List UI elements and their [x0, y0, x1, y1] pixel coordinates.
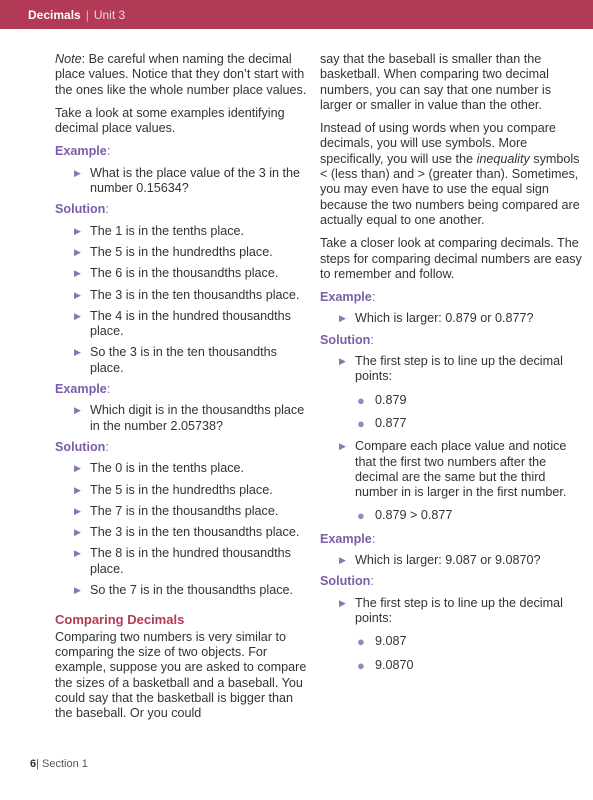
list-item [55, 245, 310, 260]
solution-step: Compare each place value and notice that the first two numbers after the decimal are the same but the third number in is larger in the first number. [355, 439, 567, 500]
list-item [355, 658, 582, 673]
left-column [55, 52, 310, 729]
example-label-text: Example [55, 382, 107, 397]
list-item [320, 354, 582, 431]
solution-4-list [320, 596, 582, 673]
example-label [55, 144, 310, 159]
note-text: : Be careful when naming the decimal place values. Notice that they don’t start with the ones like the whole number place values. [55, 52, 307, 97]
colon: : [106, 382, 111, 397]
list-item [355, 508, 582, 523]
triangle-bullet-icon: ▶ [339, 555, 346, 566]
header-title: Decimals [28, 7, 81, 22]
example-4-list [320, 553, 582, 568]
colon: : [106, 144, 111, 159]
inequality-term: inequality [476, 151, 530, 166]
solution-step: The 5 is in the hundredths place. [90, 482, 273, 497]
value-list [355, 634, 582, 673]
example-label-text: Example [320, 531, 372, 546]
list-item [320, 596, 582, 673]
list-item [55, 345, 310, 376]
example-3-question: Which is larger: 0.879 or 0.877? [355, 311, 534, 326]
dot-bullet-icon: ● [357, 508, 365, 524]
header-separator: | [85, 7, 89, 22]
example-2-list [55, 403, 310, 434]
triangle-bullet-icon: ▶ [339, 441, 346, 452]
right-column [320, 52, 582, 681]
list-item [55, 309, 310, 340]
note-label: Note [55, 52, 82, 66]
list-item [55, 224, 310, 239]
footer-section: Section 1 [42, 758, 88, 770]
colon: : [105, 202, 109, 217]
list-item [55, 525, 310, 540]
triangle-bullet-icon: ▶ [74, 548, 81, 559]
symbols-text: symbols < (less than) and > (greater than). Sometimes, you may even have to use the equal sign because the two numbers being compared are actually equal to one another. [320, 151, 580, 227]
triangle-bullet-icon: ▶ [74, 225, 81, 236]
solution-label [55, 440, 310, 455]
triangle-bullet-icon: ▶ [339, 356, 346, 367]
value-list [355, 393, 582, 432]
solution-1-list [55, 224, 310, 376]
solution-step: The 0 is in the tenths place. [90, 461, 245, 476]
solution-step: So the 7 is in the thousandths place. [90, 583, 294, 598]
list-item [55, 461, 310, 476]
triangle-bullet-icon: ▶ [339, 597, 346, 608]
list-item [55, 504, 310, 519]
list-item [320, 311, 582, 326]
footer-separator: | [36, 758, 39, 770]
solution-step: The first step is to line up the decimal points: [355, 354, 563, 384]
triangle-bullet-icon: ▶ [74, 167, 81, 178]
list-item [355, 393, 582, 408]
example-2-question: Which digit is in the thousandths place in the number 2.05738? [90, 403, 305, 433]
dot-bullet-icon: ● [357, 415, 365, 431]
solution-step: The 3 is in the ten thousandths place. [90, 525, 300, 540]
list-item [55, 483, 310, 498]
colon: : [105, 439, 109, 454]
note-paragraph [55, 52, 310, 98]
intro-paragraph: Take a look at some examples identifying decimal place values. [55, 105, 285, 136]
steps-paragraph: Take a closer look at comparing decimals. The steps for comparing decimal numbers are easy to remember and follow. [320, 236, 582, 281]
solution-label-text: Solution [55, 439, 106, 454]
list-item [55, 288, 310, 303]
triangle-bullet-icon: ▶ [74, 289, 81, 300]
value: 0.879 [375, 392, 407, 407]
triangle-bullet-icon: ▶ [74, 268, 81, 279]
triangle-bullet-icon: ▶ [74, 463, 81, 474]
solution-label [320, 574, 582, 589]
list-item [355, 416, 582, 431]
example-label-text: Example [55, 144, 107, 159]
value: 0.877 [375, 415, 407, 430]
list-item [320, 439, 582, 523]
triangle-bullet-icon: ▶ [74, 484, 81, 495]
colon: : [371, 531, 376, 546]
list-item [55, 583, 310, 598]
page-number: 6 [30, 758, 37, 770]
example-label [320, 290, 582, 305]
triangle-bullet-icon: ▶ [74, 347, 81, 358]
solution-label-text: Solution [55, 202, 106, 217]
solution-label [55, 202, 310, 217]
solution-step: The 6 is in the thousandths place. [90, 266, 279, 281]
header-unit: Unit 3 [93, 7, 126, 22]
solution-label [320, 333, 582, 348]
solution-step: The 8 is in the hundred thousandths place. [90, 546, 291, 576]
dot-bullet-icon: ● [357, 657, 365, 673]
solution-label-text: Solution [320, 574, 371, 589]
triangle-bullet-icon: ▶ [74, 527, 81, 538]
example-1-question: What is the place value of the 3 in the number 0.15634? [90, 165, 301, 196]
example-label-text: Example [320, 290, 372, 305]
header-bar [0, 0, 593, 29]
list-item [55, 166, 310, 197]
solution-step: So the 3 is in the ten thousandths place. [90, 345, 277, 375]
triangle-bullet-icon: ▶ [339, 313, 346, 324]
value-list [355, 508, 582, 523]
list-item [55, 266, 310, 281]
triangle-bullet-icon: ▶ [74, 246, 81, 257]
triangle-bullet-icon: ▶ [74, 585, 81, 596]
list-item [355, 634, 582, 649]
solution-step: The 1 is in the tenths place. [90, 223, 245, 238]
colon: : [370, 574, 374, 589]
solution-2-list [55, 461, 310, 598]
comparing-paragraph: Comparing two numbers is very similar to comparing the size of two objects. For example, suppose you are asked to compare the sizes of a basketball and a baseball. You could say that the basketball is bigger than the baseball. Or you could [55, 629, 307, 721]
solution-3-list [320, 354, 582, 524]
dot-bullet-icon: ● [357, 392, 365, 408]
comparison-result: 0.879 > 0.877 [375, 508, 453, 523]
solution-step: The first step is to line up the decimal points: [355, 595, 563, 625]
colon: : [371, 290, 376, 305]
example-1-list [55, 166, 310, 197]
section-heading: Comparing Decimals [55, 612, 185, 628]
solution-label-text: Solution [320, 332, 371, 347]
triangle-bullet-icon: ▶ [74, 405, 81, 416]
solution-step: The 3 is in the ten thousandths place. [90, 287, 300, 302]
symbols-text: Instead of using words when you compare decimals, you will use symbols. More specifically, you will use the [320, 121, 556, 166]
solution-step: The 5 is in the hundredths place. [90, 244, 273, 259]
triangle-bullet-icon: ▶ [74, 505, 81, 516]
solution-step: The 7 is in the thousandths place. [90, 503, 279, 518]
triangle-bullet-icon: ▶ [74, 310, 81, 321]
list-item [55, 403, 310, 434]
page-footer [30, 758, 88, 770]
example-label [320, 532, 582, 547]
symbols-paragraph [320, 121, 582, 228]
example-3-list [320, 311, 582, 326]
value: 9.0870 [375, 657, 414, 672]
example-label [55, 382, 310, 397]
example-4-question: Which is larger: 9.087 or 9.0870? [355, 553, 541, 568]
dot-bullet-icon: ● [357, 634, 365, 650]
value: 9.087 [375, 634, 407, 649]
list-item [320, 553, 582, 568]
colon: : [370, 332, 374, 347]
list-item [55, 546, 310, 577]
solution-step: The 4 is in the hundred thousandths place. [90, 308, 291, 339]
continued-paragraph: say that the baseball is smaller than the basketball. When comparing two decimal numbers, you can say that one number is larger or smaller in value than the other. [320, 52, 552, 112]
